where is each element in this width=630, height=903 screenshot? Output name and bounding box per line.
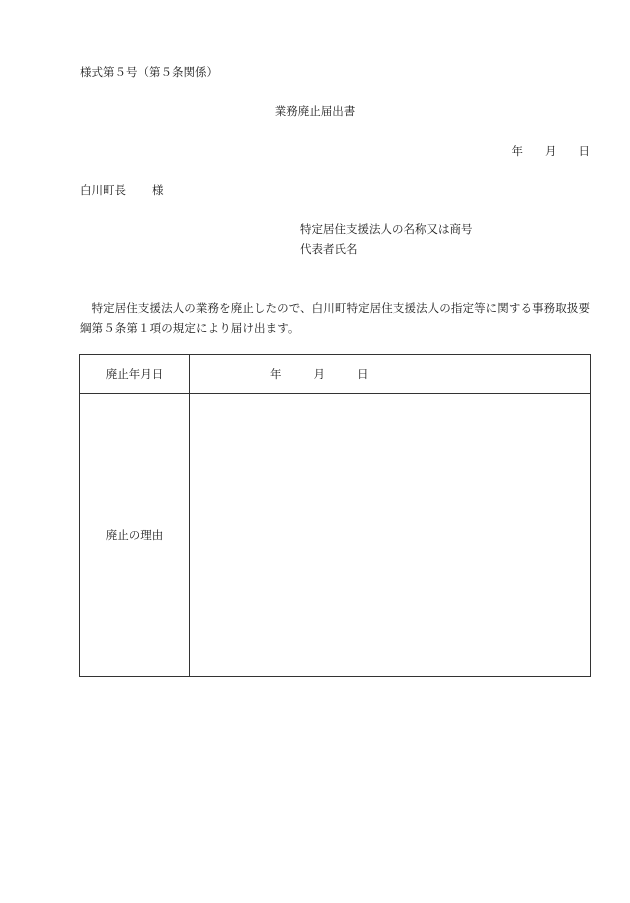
addressee-name: 白川町長 <box>80 183 126 197</box>
abolition-date-label: 廃止年月日 <box>80 355 190 394</box>
abolition-date-month: 月 <box>313 367 325 381</box>
submission-date <box>508 146 590 158</box>
date-year-label: 年 <box>511 144 523 158</box>
notification-table <box>79 354 591 677</box>
addressee <box>80 185 164 197</box>
abolition-date-year: 年 <box>270 367 282 381</box>
abolition-date-field[interactable] <box>190 355 591 394</box>
table-row-abolition-date <box>80 355 591 394</box>
date-day-label: 日 <box>578 144 590 158</box>
document-title: 業務廃止届出書 <box>274 104 356 118</box>
abolition-reason-label: 廃止の理由 <box>80 394 190 677</box>
notification-body: 特定居住支援法人の業務を廃止したので、白川町特定居住支援法人の指定等に関する事務取扱要綱第５条第１項の規定により届け出ます。 <box>80 301 591 335</box>
representative-label: 代表者氏名 <box>300 242 358 256</box>
date-month-blank <box>523 146 545 158</box>
date-month-label: 月 <box>545 144 557 158</box>
table-row-abolition-reason <box>80 394 591 677</box>
abolition-reason-field[interactable] <box>190 394 591 677</box>
form-number: 様式第５号（第５条関係） <box>80 65 218 79</box>
date-day-blank <box>557 146 579 158</box>
addressee-honorific: 様 <box>152 183 164 197</box>
abolition-date-day: 日 <box>357 367 369 381</box>
corp-name-label: 特定居住支援法人の名称又は商号 <box>300 222 473 236</box>
